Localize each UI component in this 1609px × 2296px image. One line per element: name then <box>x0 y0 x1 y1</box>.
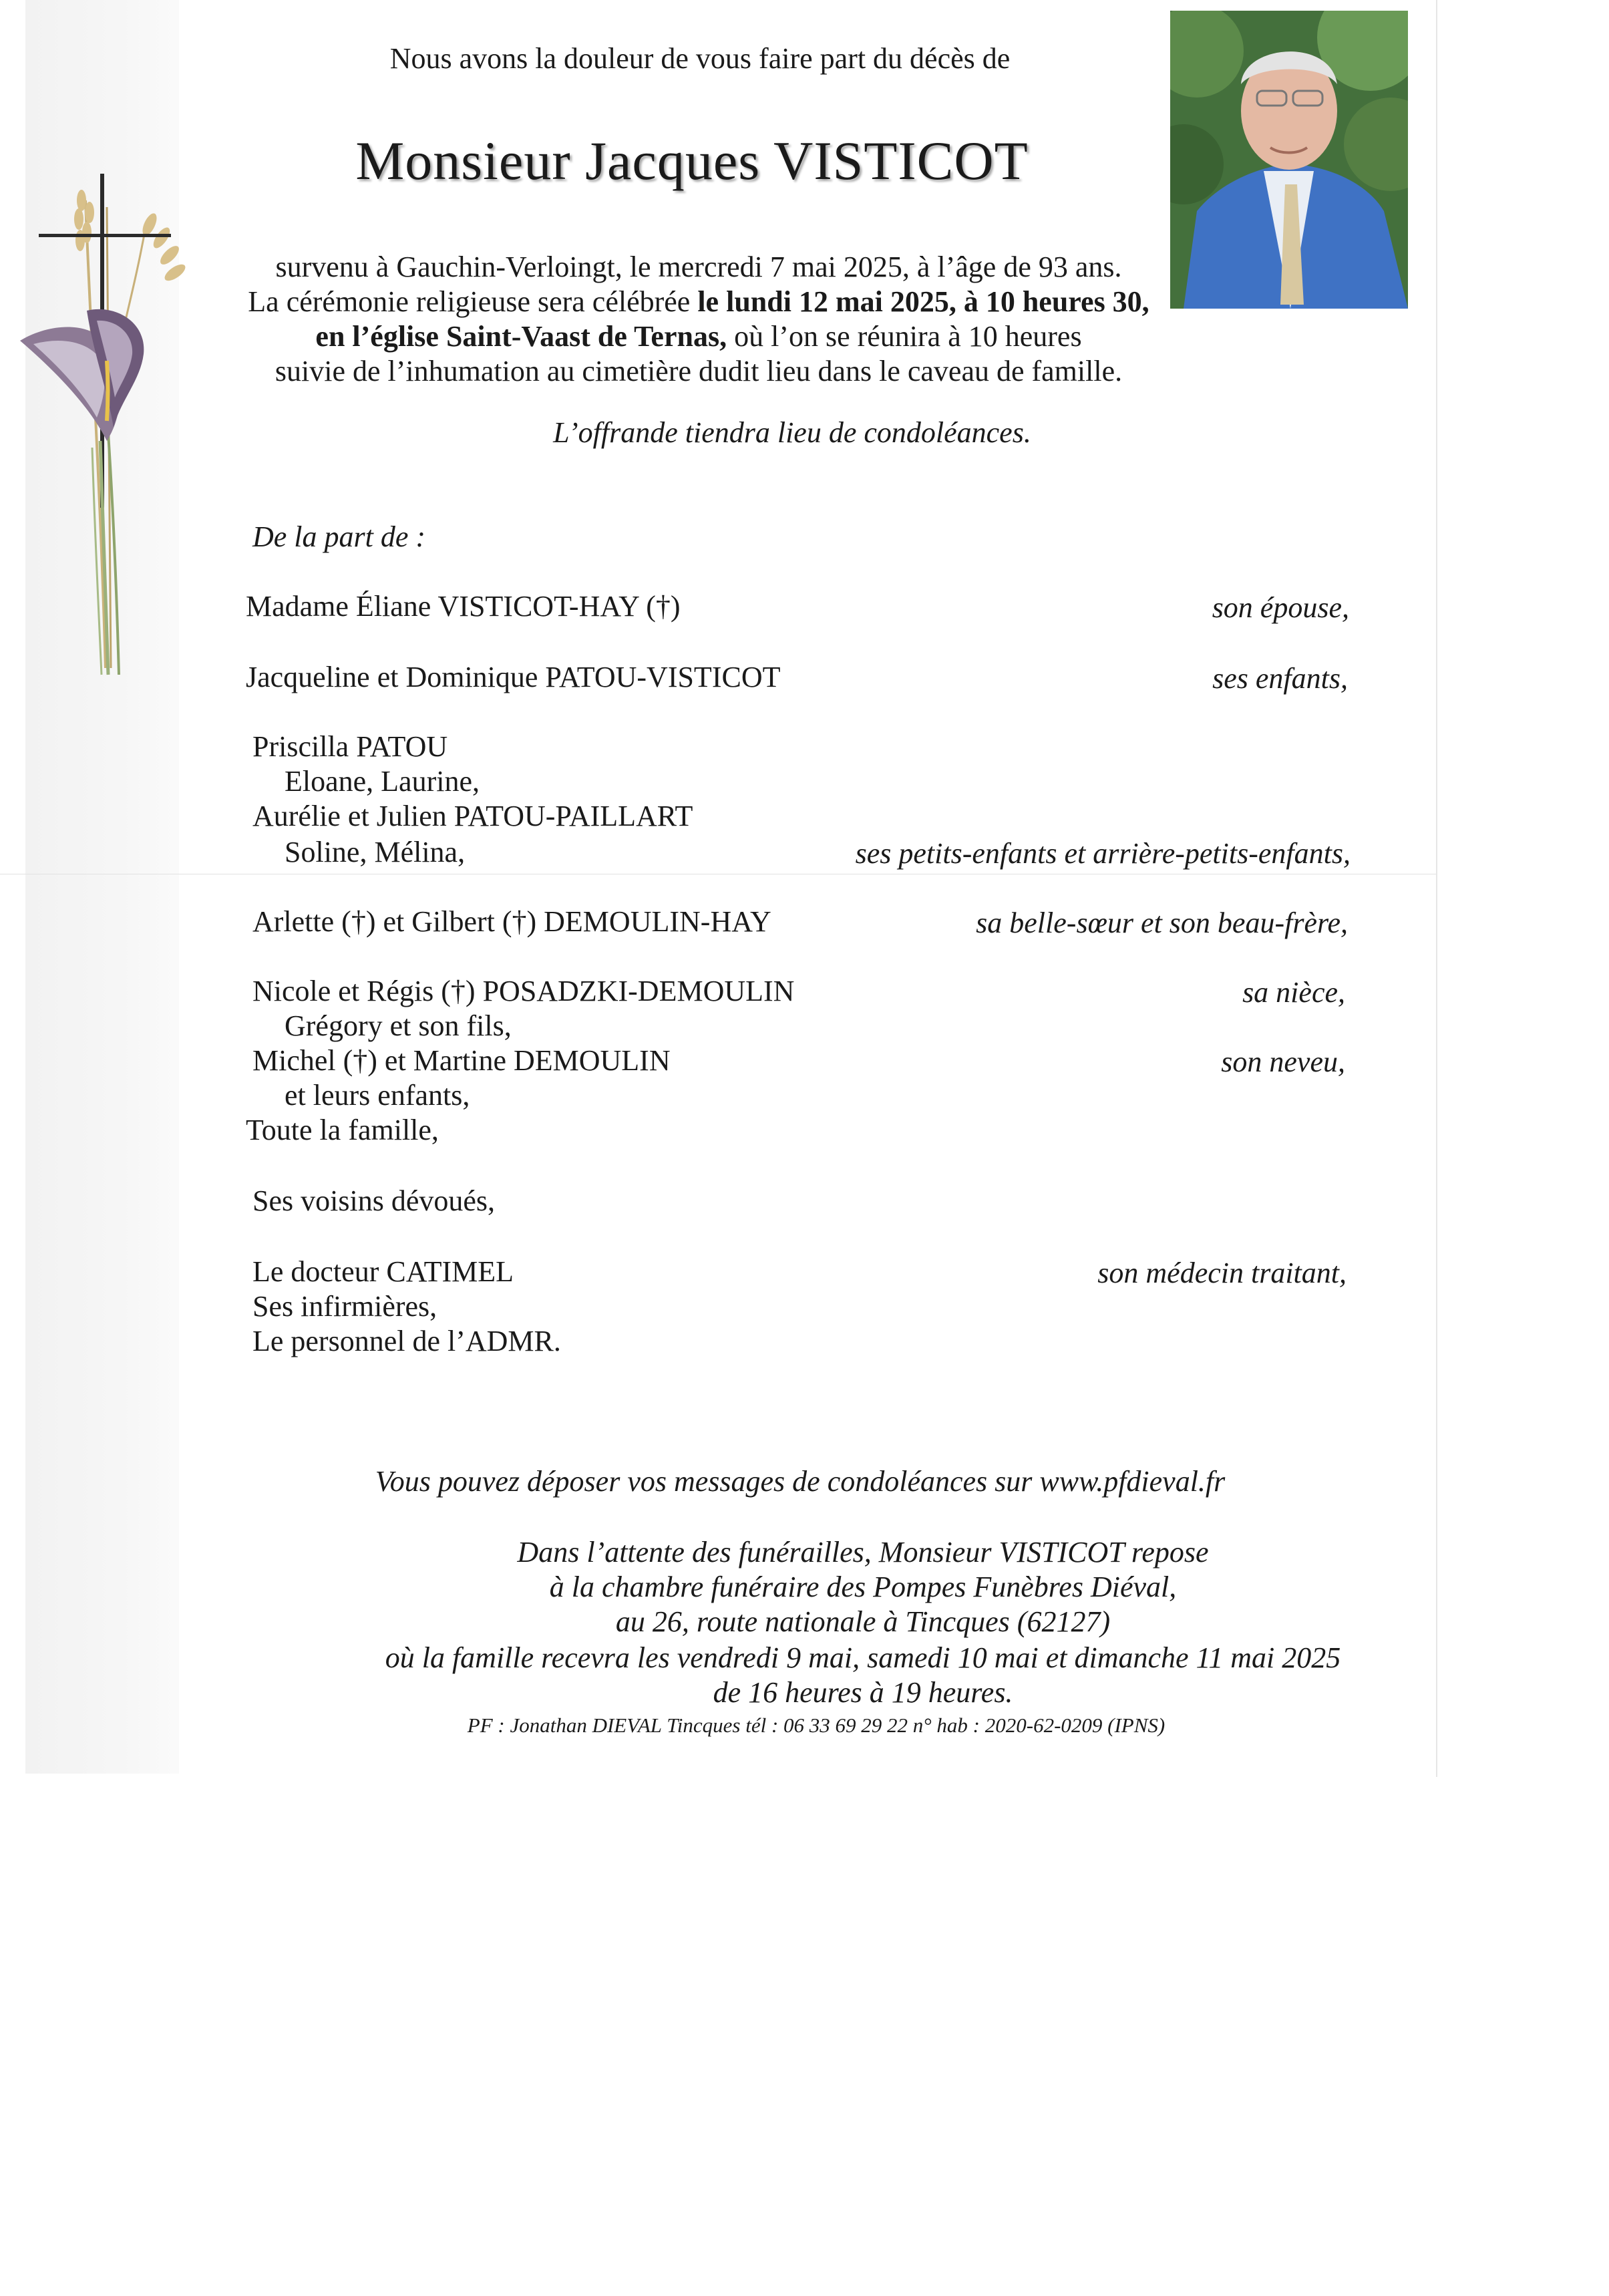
cross-lily-illustration <box>7 160 194 681</box>
offering-line: L’offrande tiendra lieu de condoléances. <box>553 416 1031 449</box>
church-line <box>315 321 1081 353</box>
family-name: Soline, Mélina, <box>285 836 466 868</box>
death-details: survenu à Gauchin-Verloingt, le mercredi 7 mai 2025, à l’âge de 93 ans. <box>275 251 1122 283</box>
repose-line-2: à la chambre funéraire des Pompes Funèbres Diéval, <box>549 1571 1177 1603</box>
repose-line-5: de 16 heures à 19 heures. <box>713 1676 1013 1709</box>
deceased-name: Monsieur Jacques VISTICOT <box>355 130 1029 191</box>
family-name: Le personnel de l’ADMR. <box>252 1325 561 1357</box>
family-relation: sa nièce, <box>1242 976 1345 1009</box>
family-relation: son épouse, <box>1212 591 1349 624</box>
family-name: Aurélie et Julien PATOU-PAILLART <box>252 800 693 832</box>
family-relation: ses enfants, <box>1212 662 1348 695</box>
family-name: et leurs enfants, <box>285 1079 470 1112</box>
family-relation: ses petits-enfants et arrière-petits-enfants, <box>855 837 1351 870</box>
family-name: Le docteur CATIMEL <box>252 1255 514 1288</box>
page-edge <box>1436 0 1437 1777</box>
family-relation: sa belle-sœur et son beau-frère, <box>976 907 1348 939</box>
portrait-photo <box>1170 11 1408 309</box>
family-name: Ses infirmières, <box>252 1290 437 1323</box>
burial-line: suivie de l’inhumation au cimetière dudit lieu dans le caveau de famille. <box>275 355 1123 387</box>
repose-line-1: Dans l’attente des funérailles, Monsieur VISTICOT repose <box>517 1536 1209 1569</box>
family-name: Eloane, Laurine, <box>285 765 480 798</box>
family-name: Nicole et Régis (†) POSADZKI-DEMOULIN <box>252 975 795 1007</box>
from-label: De la part de : <box>252 520 426 553</box>
church-name: en l’église Saint-Vaast de Ternas, <box>315 320 727 353</box>
repose-line-4: où la famille recevra les vendredi 9 mai, samedi 10 mai et dimanche 11 mai 2025 <box>385 1641 1341 1674</box>
family-name: Grégory et son fils, <box>285 1009 512 1042</box>
ceremony-line <box>248 286 1149 318</box>
family-name: Madame Éliane VISTICOT-HAY (†) <box>246 590 681 623</box>
meeting-time: où l’on se réunira à 10 heures <box>727 320 1082 353</box>
family-name: Toute la famille, <box>246 1114 439 1146</box>
repose-line-3: au 26, route nationale à Tincques (62127) <box>615 1605 1111 1638</box>
funeral-director-line: PF : Jonathan DIEVAL Tincques tél : 06 33 69 29 22 n° hab : 2020-62-0209 (IPNS) <box>467 1713 1166 1737</box>
family-name: Jacqueline et Dominique PATOU-VISTICOT <box>246 661 781 693</box>
family-name: Arlette (†) et Gilbert (†) DEMOULIN-HAY <box>252 905 771 938</box>
ceremony-date: le lundi 12 mai 2025, à 10 heures 30, <box>697 285 1149 318</box>
condolence-website-line: Vous pouvez déposer vos messages de condoléances sur www.pfdieval.fr <box>375 1465 1226 1498</box>
family-name: Michel (†) et Martine DEMOULIN <box>252 1044 671 1077</box>
family-relation: son neveu, <box>1221 1045 1345 1078</box>
family-name: Priscilla PATOU <box>252 730 448 763</box>
family-name: Ses voisins dévoués, <box>252 1184 495 1217</box>
ceremony-text: La cérémonie religieuse sera célébrée <box>248 285 698 318</box>
family-relation: son médecin traitant, <box>1097 1257 1347 1289</box>
intro-line: Nous avons la douleur de vous faire part du décès de <box>389 42 1011 75</box>
